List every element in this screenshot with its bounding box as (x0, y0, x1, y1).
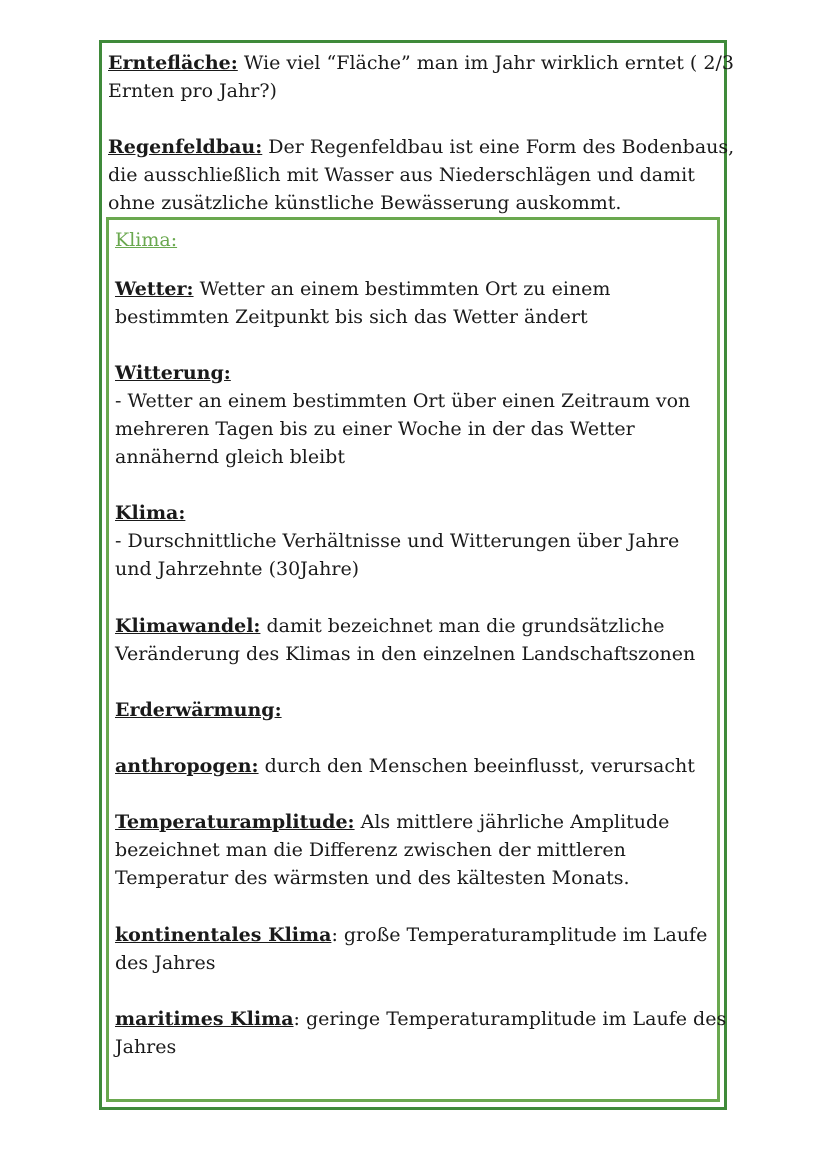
entry-temperaturamplitude (115, 808, 669, 892)
definition-line: die ausschließlich mit Wasser aus Niederschlägen und damit (108, 164, 695, 186)
entry-regenfeldbau (108, 133, 734, 217)
definition-line: mehreren Tagen bis zu einer Woche in der das Wetter (115, 418, 635, 440)
definition-line: Der Regenfeldbau ist eine Form des Bodenbaus, (262, 136, 735, 158)
definition-line: : geringe Temperaturamplitude im Laufe des (293, 1008, 727, 1030)
term-anthropogen: anthropogen: (115, 755, 259, 777)
definition-line: Wie viel “Fläche” man im Jahr wirklich erntet ( 2/3 (237, 52, 734, 74)
entry-erderwärmung (115, 696, 282, 724)
entry-maritimes-klima (115, 1005, 726, 1061)
definition-line: annähernd gleich bleibt (115, 446, 345, 468)
definition-line: und Jahrzehnte (30Jahre) (115, 558, 360, 580)
definition-line: : große Temperaturamplitude im Laufe (331, 924, 708, 946)
definition-line: ohne zusätzliche künstliche Bewässerung auskommt. (108, 192, 622, 214)
definition-line: bestimmten Zeitpunkt bis sich das Wetter ändert (115, 306, 588, 328)
entry-erntefläche (108, 49, 734, 105)
entry-wetter (115, 275, 610, 331)
term-erderwärmung: Erderwärmung: (115, 699, 282, 721)
definition-line: Veränderung des Klimas in den einzelnen Landschaftszonen (115, 643, 696, 665)
term-maritimes-klima: maritimes Klima (115, 1008, 294, 1030)
definition-line: - Wetter an einem bestimmten Ort über einen Zeitraum von (115, 390, 691, 412)
definition-line: Jahres (115, 1036, 177, 1058)
term-regenfeldbau: Regenfeldbau: (108, 136, 263, 158)
definition-line: - Durschnittliche Verhältnisse und Witterungen über Jahre (115, 530, 680, 552)
entry-witterung (115, 359, 690, 471)
term-klima: Klima: (115, 502, 186, 524)
definition-line: bezeichnet man die Differenz zwischen der mittleren (115, 839, 626, 861)
definition-line: Ernten pro Jahr?) (108, 80, 277, 102)
term-temperaturamplitude: Temperaturamplitude: (115, 811, 355, 833)
definition-line: durch den Menschen beeinflusst, verursacht (258, 755, 695, 777)
definition-line: damit bezeichnet man die grundsätzliche (260, 615, 665, 637)
term-witterung: Witterung: (115, 362, 231, 384)
definition-line: Temperatur des wärmsten und des kältesten Monats. (115, 867, 630, 889)
entry-anthropogen (115, 752, 695, 780)
term-klimawandel: Klimawandel: (115, 615, 261, 637)
term-kontinentales-klima: kontinentales Klima (115, 924, 332, 946)
definition-line: des Jahres (115, 952, 216, 974)
definition-line: Als mittlere jährliche Amplitude (354, 811, 670, 833)
entry-kontinentales-klima (115, 921, 707, 977)
section-title-klima (115, 226, 177, 254)
entry-klima (115, 499, 679, 583)
entry-klimawandel (115, 612, 695, 668)
definition-line: Wetter an einem bestimmten Ort zu einem (193, 278, 611, 300)
term-erntefläche: Erntefläche: (108, 52, 238, 74)
term-wetter: Wetter: (115, 278, 194, 300)
section-title: Klima: (115, 229, 178, 251)
